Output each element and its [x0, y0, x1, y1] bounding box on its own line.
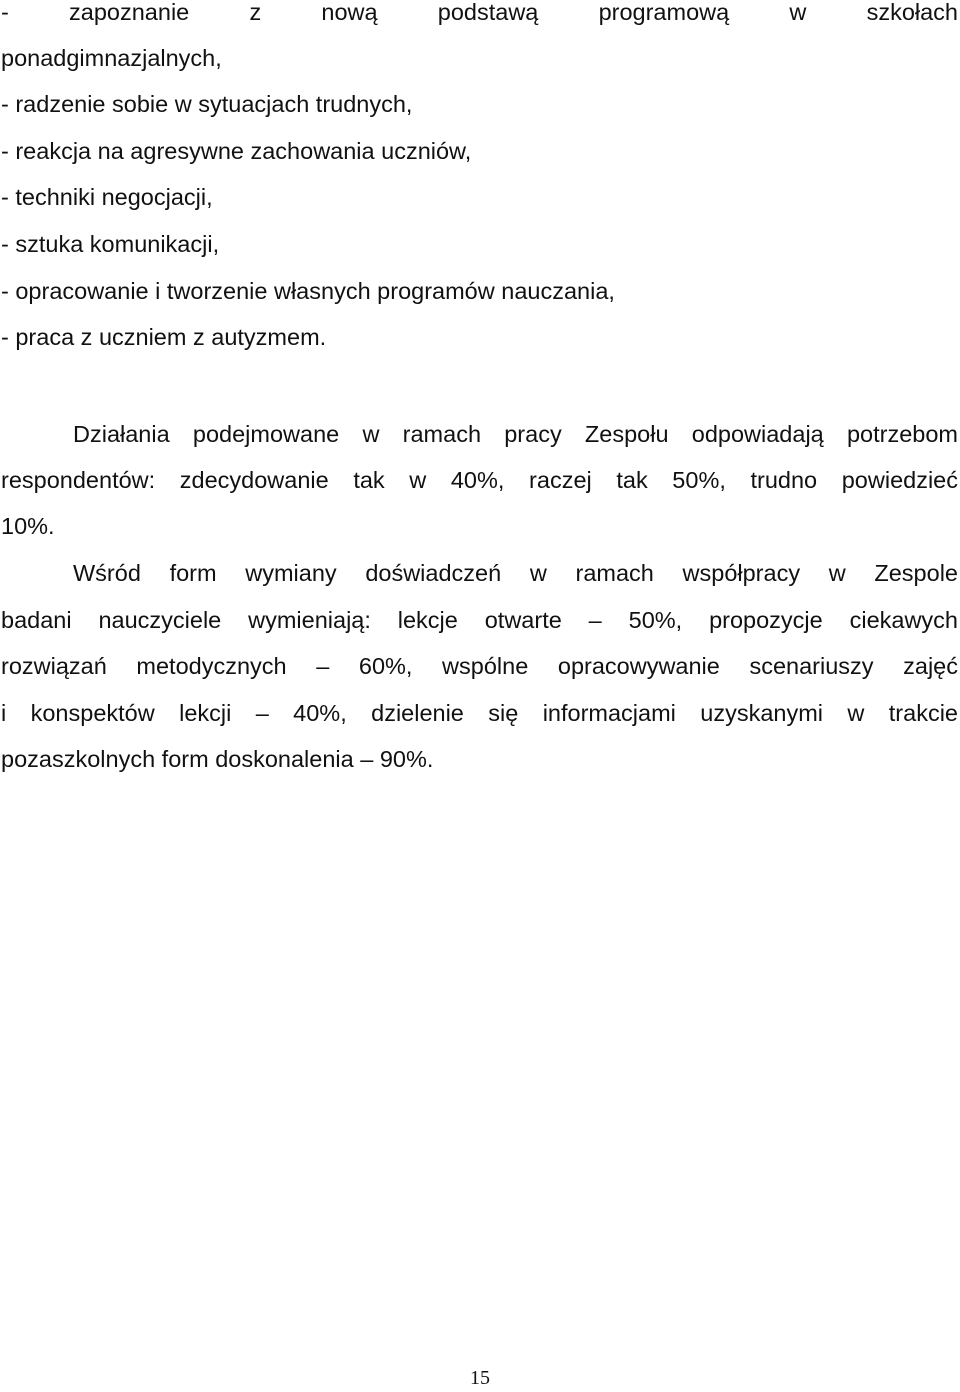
paragraph-line: rozwiązań metodycznych – 60%, wspólne opracowywanie scenariuszy zajęć [1, 653, 958, 679]
paragraph-line: respondentów: zdecydowanie tak w 40%, raczej tak 50%, trudno powiedzieć [1, 467, 958, 493]
page-number: 15 [470, 1367, 490, 1389]
paragraph-line: 10%. [1, 513, 55, 539]
list-item: - reakcja na agresywne zachowania uczniów, [1, 138, 472, 164]
list-item: - zapoznanie z nową podstawą programową w szkołach [1, 0, 958, 25]
paragraph-line: Wśród form wymiany doświadczeń w ramach współpracy w Zespole [73, 560, 958, 586]
paragraph-line: Działania podejmowane w ramach pracy Zespołu odpowiadają potrzebom [73, 421, 958, 447]
paragraph-line: i konspektów lekcji – 40%, dzielenie się informacjami uzyskanymi w trakcie [1, 700, 958, 726]
list-item: - sztuka komunikacji, [1, 231, 220, 257]
list-item: - opracowanie i tworzenie własnych programów nauczania, [1, 278, 615, 304]
list-item: - praca z uczniem z autyzmem. [1, 324, 327, 350]
paragraph-line: badani nauczyciele wymieniają: lekcje otwarte – 50%, propozycje ciekawych [1, 607, 958, 633]
list-item: - radzenie sobie w sytuacjach trudnych, [1, 91, 413, 117]
list-item: ponadgimnazjalnych, [1, 45, 222, 71]
list-item: - techniki negocjacji, [1, 184, 213, 210]
paragraph-line: pozaszkolnych form doskonalenia – 90%. [1, 746, 434, 772]
